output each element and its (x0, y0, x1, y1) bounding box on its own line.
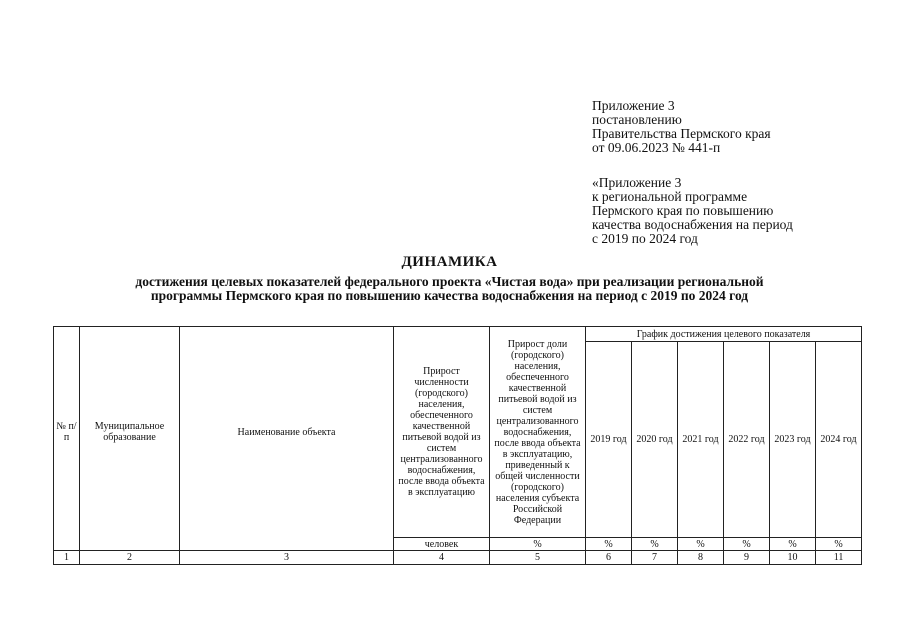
unit-year: % (632, 538, 678, 551)
appendix-line: Приложение 3 (592, 98, 675, 113)
appendix-ref-line: «Приложение 3 (592, 175, 682, 190)
unit-cell-empty (180, 538, 394, 551)
header-growth-population: Прирост численности (городского) населения, обеспеченного качественной питьевой водой из систем централизованного водоснабжения, после ввода объекта в эксплуатацию (394, 327, 490, 538)
appendix-block (592, 99, 872, 155)
unit-cell-empty (80, 538, 180, 551)
column-number: 8 (678, 551, 724, 565)
unit-cell-empty (54, 538, 80, 551)
appendix-line: Правительства Пермского края (592, 126, 771, 141)
column-number: 3 (180, 551, 394, 565)
unit-year: % (678, 538, 724, 551)
unit-growth-share: % (490, 538, 586, 551)
column-number: 7 (632, 551, 678, 565)
unit-growth-population: человек (394, 538, 490, 551)
unit-year: % (724, 538, 770, 551)
header-num: № п/п (54, 327, 80, 538)
unit-year: % (816, 538, 862, 551)
document-title: ДИНАМИКА (401, 254, 498, 270)
header-growth-share: Прирост доли (городского) населения, обеспеченного качественной питьевой водой из систем централизованного водоснабжения, после ввода объекта в эксплуатацию, приведенный к общей численности (городского) населения субъекта Российской Федерации (490, 327, 586, 538)
column-number: 5 (490, 551, 586, 565)
header-year-2022: 2022 год (724, 342, 770, 538)
header-year-2020: 2020 год (632, 342, 678, 538)
header-municipality: Муниципальное образование (80, 327, 180, 538)
unit-year: % (770, 538, 816, 551)
column-number: 4 (394, 551, 490, 565)
column-number: 11 (816, 551, 862, 565)
column-number: 6 (586, 551, 632, 565)
header-schedule: График достижения целевого показателя (586, 327, 862, 342)
appendix-ref-block (592, 176, 872, 246)
appendix-ref-line: Пермского края по повышению (592, 203, 774, 218)
appendix-line: постановлению (592, 112, 682, 127)
column-number: 10 (770, 551, 816, 565)
appendix-line: от 09.06.2023 № 441-п (592, 140, 721, 155)
appendix-ref-line: с 2019 по 2024 год (592, 231, 698, 246)
subtitle-line: программы Пермского края по повышению качества водоснабжения на период с 2019 по 2024 год (150, 288, 749, 303)
appendix-ref-line: качества водоснабжения на период (592, 217, 793, 232)
header-object: Наименование объекта (180, 327, 394, 538)
header-year-2021: 2021 год (678, 342, 724, 538)
header-year-2024: 2024 год (816, 342, 862, 538)
column-number: 2 (80, 551, 180, 565)
header-year-2019: 2019 год (586, 342, 632, 538)
document-subtitle (0, 275, 899, 303)
unit-year: % (586, 538, 632, 551)
header-year-2023: 2023 год (770, 342, 816, 538)
indicator-table (53, 326, 862, 565)
column-number: 1 (54, 551, 80, 565)
subtitle-line: достижения целевых показателей федерального проекта «Чистая вода» при реализации региональной (135, 274, 764, 289)
appendix-ref-line: к региональной программе (592, 189, 748, 204)
column-number: 9 (724, 551, 770, 565)
